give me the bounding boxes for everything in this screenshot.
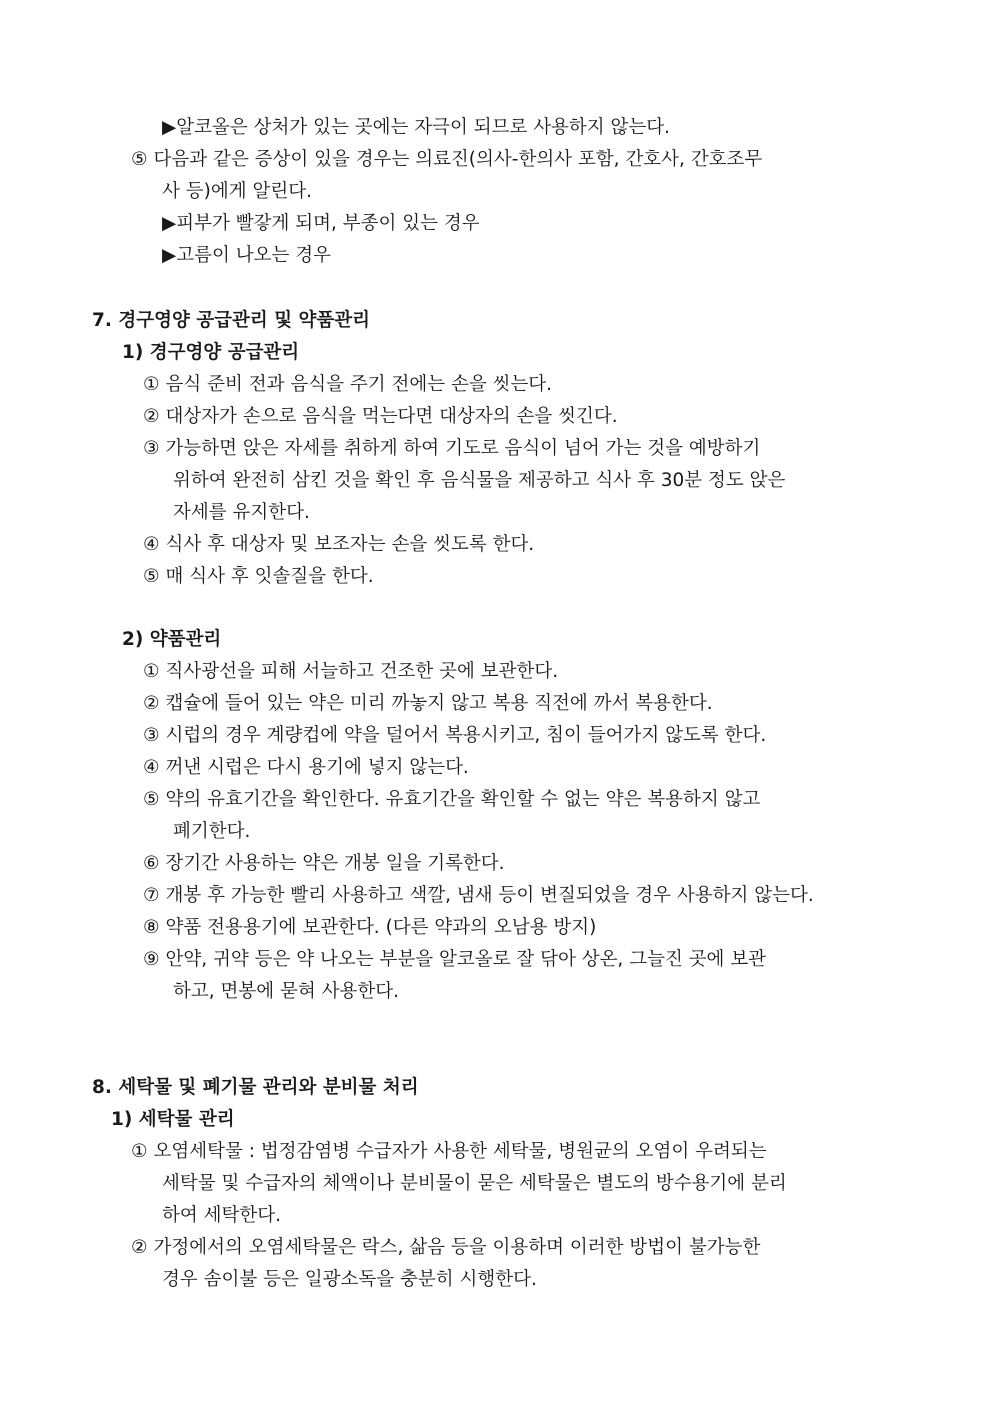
s7-2-item-5-line-1: ⑤ 약의 유효기간을 확인한다. 유효기간을 확인할 수 없는 약은 복용하지 않고 (143, 789, 761, 810)
s7-2-item-9-line-2: 하고, 면봉에 묻혀 사용한다. (173, 981, 399, 1002)
s7-1-item-1: ① 음식 준비 전과 음식을 주기 전에는 손을 씻는다. (143, 374, 553, 395)
s7-1-item-3-line-1: ③ 가능하면 앉은 자세를 취하게 하여 기도로 음식이 넘어 가는 것을 예방하기 (143, 438, 761, 459)
s7-2-item-8: ⑧ 약품 전용용기에 보관한다. (다른 약과의 오남용 방지) (143, 917, 597, 938)
bullet-symptom-redness: ▶피부가 빨갛게 되며, 부종이 있는 경우 (162, 213, 480, 234)
s7-2-item-2: ② 캡슐에 들어 있는 약은 미리 까놓지 않고 복용 직전에 까서 복용한다. (143, 693, 713, 714)
s7-2-item-5-line-2: 폐기한다. (173, 821, 251, 842)
bullet-alcohol-note: ▶알코올은 상처가 있는 곳에는 자극이 되므로 사용하지 않는다. (162, 117, 671, 138)
section-7-2-heading: 2) 약품관리 (122, 629, 222, 650)
s8-1-item-2-line-2: 경우 솜이불 등은 일광소독을 충분히 시행한다. (162, 1269, 537, 1290)
s7-1-item-2: ② 대상자가 손으로 음식을 먹는다면 대상자의 손을 씻긴다. (143, 406, 618, 427)
section-8-1-heading: 1) 세탁물 관리 (111, 1109, 235, 1130)
s7-1-item-3-line-3: 자세를 유지한다. (173, 502, 310, 523)
s7-2-item-3: ③ 시럽의 경우 계량컵에 약을 덜어서 복용시키고, 침이 들어가지 않도록 한다. (143, 725, 767, 746)
item-5-line-1: ⑤ 다음과 같은 증상이 있을 경우는 의료진(의사-한의사 포함, 간호사, 간호조무 (131, 149, 763, 170)
s7-1-item-5: ⑤ 매 식사 후 잇솔질을 한다. (143, 566, 374, 587)
s7-2-item-4: ④ 꺼낸 시럽은 다시 용기에 넣지 않는다. (143, 757, 469, 778)
s8-1-item-2-line-1: ② 가정에서의 오염세탁물은 락스, 삶음 등을 이용하며 이러한 방법이 불가능한 (131, 1237, 761, 1258)
s7-1-item-3-line-2: 위하여 완전히 삼킨 것을 확인 후 음식물을 제공하고 식사 후 30분 정도 앉은 (173, 470, 786, 491)
s8-1-item-1-line-2: 세탁물 및 수급자의 체액이나 분비물이 묻은 세탁물은 별도의 방수용기에 분리 (162, 1173, 787, 1194)
bullet-symptom-pus: ▶고름이 나오는 경우 (162, 245, 331, 266)
s8-1-item-1-line-3: 하여 세탁한다. (162, 1205, 281, 1226)
item-5-line-2: 사 등)에게 알린다. (162, 181, 312, 202)
s7-2-item-1: ① 직사광선을 피해 서늘하고 건조한 곳에 보관한다. (143, 661, 559, 682)
section-7-heading: 7. 경구영양 공급관리 및 약품관리 (92, 310, 370, 331)
s7-2-item-7: ⑦ 개봉 후 가능한 빨리 사용하고 색깔, 냄새 등이 변질되었을 경우 사용하지 않는다. (143, 885, 814, 906)
s7-1-item-4: ④ 식사 후 대상자 및 보조자는 손을 씻도록 한다. (143, 534, 535, 555)
section-8-heading: 8. 세탁물 및 폐기물 관리와 분비물 처리 (92, 1077, 419, 1098)
s8-1-item-1-line-1: ① 오염세탁물 : 법정감염병 수급자가 사용한 세탁물, 병원균의 오염이 우려되는 (131, 1141, 767, 1162)
s7-2-item-6: ⑥ 장기간 사용하는 약은 개봉 일을 기록한다. (143, 853, 505, 874)
section-7-1-heading: 1) 경구영양 공급관리 (122, 342, 300, 363)
s7-2-item-9-line-1: ⑨ 안약, 귀약 등은 약 나오는 부분을 알코올로 잘 닦아 상온, 그늘진 곳에 보관 (143, 949, 767, 970)
